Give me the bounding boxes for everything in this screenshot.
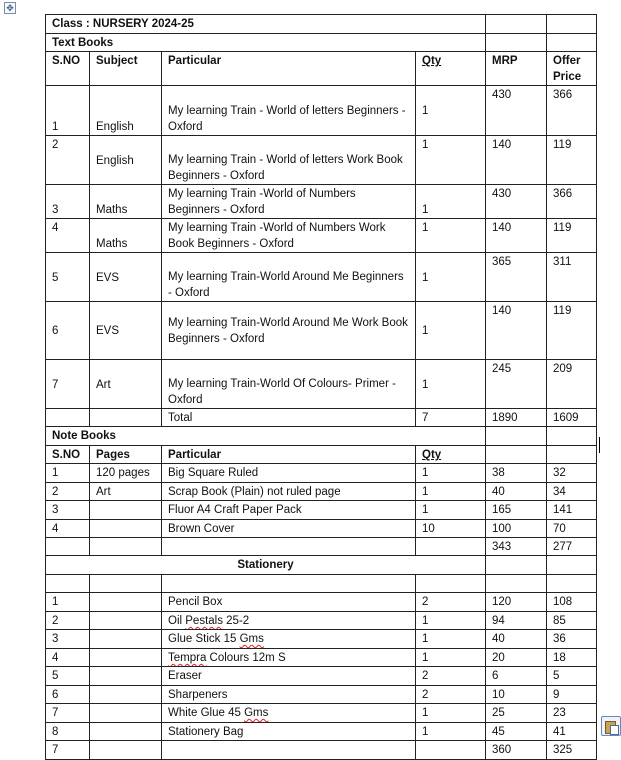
paste-options-icon[interactable]	[601, 716, 621, 736]
note-book-row: 2 Art Scrap Book (Plain) not ruled page 1 40 34	[46, 483, 597, 501]
text-books-header-row	[46, 52, 597, 86]
text-book-row: 2 English My learning Train - World of letters Work Book Beginners - Oxford 1 140 119	[46, 136, 597, 185]
note-books-title: Note Books	[46, 427, 486, 446]
stationery-row: 2 Oil Pestals 25-2 1 94 85	[46, 612, 597, 630]
note-books-header-row: S.NO Pages Particular Qty	[46, 446, 597, 464]
text-book-row: 7 Art My learning Train-World Of Colours- Primer - Oxford 1 245 209	[46, 360, 597, 409]
book-list-table	[45, 14, 597, 760]
header-offer-price: Offer Price	[547, 52, 597, 86]
note-book-row: 1 120 pages Big Square Ruled 1 38 32	[46, 464, 597, 483]
text-cursor	[599, 437, 600, 453]
total-offer: 1609	[547, 409, 597, 427]
stationery-row: 7 White Glue 45 Gms 1 25 23	[46, 704, 597, 723]
header-sno: S.NO	[46, 52, 90, 86]
text-book-row: 1 English My learning Train - World of letters Beginners - Oxford 1 430 366	[46, 86, 597, 136]
note-books-total-row: 343 277	[46, 538, 597, 556]
stationery-total-row: 7 360 325	[46, 741, 597, 760]
total-qty: 7	[416, 409, 486, 427]
text-books-title: Text Books	[46, 34, 486, 52]
stationery-row: 1 Pencil Box 2 120 108	[46, 593, 597, 612]
stationery-title: Stationery	[46, 556, 486, 575]
note-book-row: 4 Brown Cover 10 100 70	[46, 520, 597, 538]
header-qty: Qty	[422, 55, 442, 67]
text-books-total-row	[46, 409, 597, 427]
text-books-section-row	[46, 34, 597, 52]
stationery-spacer-row	[46, 575, 597, 593]
class-title: Class : NURSERY 2024-25	[46, 15, 486, 34]
total-label: Total	[162, 409, 416, 427]
header-mrp: MRP	[486, 52, 547, 86]
header-subject: Subject	[90, 52, 162, 86]
stationery-row: 6 Sharpeners 2 10 9	[46, 686, 597, 704]
text-book-row: 3 Maths My learning Train -World of Numbers Beginners - Oxford 1 430 366	[46, 185, 597, 219]
stationery-section-row	[46, 556, 597, 575]
note-books-section-row	[46, 427, 597, 446]
stationery-row: 3 Glue Stick 15 Gms 1 40 36	[46, 630, 597, 649]
text-book-row: 4 Maths My learning Train -World of Numbers Work Book Beginners - Oxford 1 140 119	[46, 219, 597, 253]
text-book-row: 5 EVS My learning Train-World Around Me Beginners - Oxford 1 365 311	[46, 253, 597, 302]
stationery-row: 8 Stationery Bag 1 45 41	[46, 723, 597, 741]
stationery-row: 5 Eraser 2 6 5	[46, 667, 597, 686]
class-title-row	[46, 15, 597, 34]
total-mrp: 1890	[486, 409, 547, 427]
stationery-row: 4 Tempra Colours 12m S 1 20 18	[46, 649, 597, 667]
header-particular: Particular	[162, 52, 416, 86]
note-book-row: 3 Fluor A4 Craft Paper Pack 1 165 141	[46, 501, 597, 520]
move-handle-icon[interactable]: ✥	[4, 2, 16, 14]
text-book-row: 6 EVS My learning Train-World Around Me Work Book Beginners - Oxford 1 140 119	[46, 302, 597, 360]
